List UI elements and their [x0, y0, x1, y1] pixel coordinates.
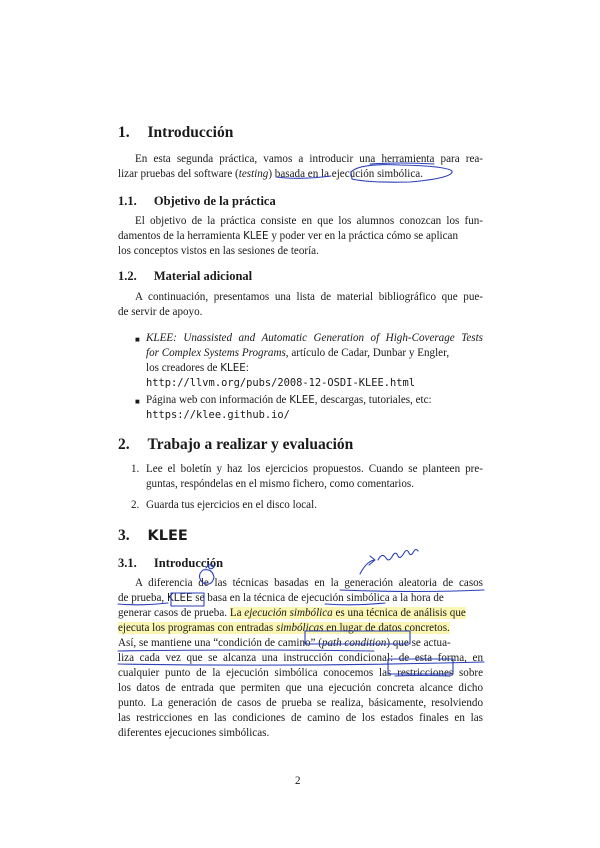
paragraph-line — [118, 621, 483, 636]
list-item — [146, 331, 483, 391]
paragraph-line: cualquier punto de la ejecución simbólica conocemos las restricciones sobre — [118, 667, 483, 679]
section-1-number: 1. — [118, 124, 130, 141]
italic-term: ejecución simbólica — [244, 607, 333, 619]
section-1-heading — [118, 124, 233, 142]
highlighted-text — [118, 622, 450, 634]
section-2-number: 2. — [118, 436, 130, 453]
enum-item — [146, 498, 317, 513]
highlighted-text — [230, 607, 466, 619]
bullet: ■ — [135, 397, 140, 406]
section-3-1-paragraph — [118, 576, 483, 741]
paragraph-line: El objetivo de la práctica consiste en que los alumnos conozcan los fun- — [135, 215, 483, 227]
paragraph-line: de servir de apoyo. — [118, 306, 203, 318]
text-span: y poder ver en la práctica cómo se aplican — [268, 230, 459, 242]
enum-number: 1. — [131, 463, 140, 475]
testing-italic: testing — [238, 168, 269, 180]
klee-paper-url[interactable]: http://llvm.org/pubs/2008-12-OSDI-KLEE.html — [146, 377, 415, 389]
text-span: ) basada en la ejecución simbólica. — [268, 168, 423, 180]
text-span: generar casos de prueba. — [118, 607, 230, 619]
paragraph-line — [118, 636, 483, 651]
klee-name: KLEE — [289, 394, 315, 406]
klee-name: KLEE — [243, 230, 269, 242]
section-2-title: Trabajo a realizar y evaluación — [147, 436, 354, 453]
italic-term: path condition — [321, 637, 387, 649]
section-1-2-heading — [118, 269, 252, 284]
section-1-2-title: Material adicional — [153, 269, 253, 283]
text-span: en lugar de datos concretos. — [323, 622, 450, 634]
section-2-heading — [118, 436, 353, 454]
enum-item-line: Guarda tus ejercicios en el disco local. — [146, 499, 317, 511]
enum-item-line: Lee el boletín y haz los ejercicios propuestos. Cuando se planteen pre- — [146, 463, 483, 475]
paragraph-line — [118, 606, 483, 621]
paragraph-line: A diferencia de las técnicas basadas en la generación aleatoria de casos — [135, 577, 483, 589]
section-3-1-heading — [118, 556, 223, 571]
enum-item — [146, 462, 483, 492]
text-span: La — [229, 607, 245, 619]
klee-website-url[interactable]: https://klee.github.io/ — [146, 409, 290, 421]
section-1-1-title: Objetivo de la práctica — [153, 194, 276, 208]
section-3-title: KLEE — [147, 528, 188, 544]
list-item-line — [146, 393, 483, 408]
text-span: Página web con información de — [146, 394, 290, 406]
text-span: ejecuta los programas con entradas — [118, 622, 277, 634]
ink-note — [378, 550, 418, 561]
section-3-heading — [118, 527, 188, 545]
section-1-1-number: 1.1. — [118, 194, 137, 208]
text-span: de prueba, — [118, 592, 167, 604]
section-1-1-paragraph — [118, 214, 483, 259]
text-span: lizar pruebas del software ( — [118, 168, 239, 180]
section-1-1-heading — [118, 194, 276, 209]
paragraph-line — [118, 591, 483, 606]
paper-title: KLEE: Unassisted and Automatic Generation of High-Coverage Tests — [146, 332, 483, 344]
list-item-line — [146, 361, 483, 376]
text-span: ) que se actua- — [386, 637, 451, 649]
italic-term: simbólicas — [276, 622, 324, 634]
section-1-2-number: 1.2. — [118, 269, 137, 283]
klee-name: KLEE — [220, 362, 246, 374]
text-span: damentos de la herramienta — [118, 230, 244, 242]
paragraph-line: los datos de entrada que permiten que una ejecución concreta alcance dicho — [118, 682, 483, 694]
section-1-title: Introducción — [147, 124, 234, 141]
section-3-1-number: 3.1. — [118, 556, 137, 570]
paragraph-line: A continuación, presentamos una lista de material bibliográfico que pue- — [135, 291, 483, 303]
paragraph-line: las restricciones en las condiciones de camino de los estados finales en las — [118, 712, 483, 724]
text-span: es una técnica de análisis que — [332, 607, 466, 619]
text-span: los creadores de — [146, 362, 221, 374]
paragraph-line: punto. La generación de casos de prueba se realiza, básicamente, resolviendo — [118, 697, 483, 709]
list-item-line — [146, 331, 483, 346]
paragraph-line: los conceptos vistos en las sesiones de teoría. — [118, 245, 319, 257]
text-span: : — [245, 362, 249, 374]
text-span: Así, se mantiene una “condición de camino” ( — [118, 637, 322, 649]
bullet: ■ — [135, 335, 140, 344]
section-1-paragraph — [118, 152, 483, 182]
ink-note-arrow — [360, 556, 375, 574]
text-span: se basa en la técnica de ejecución simbólica a la hora de — [192, 592, 444, 604]
list-item — [146, 393, 483, 423]
text-span: , descargas, tutoriales, etc: — [314, 394, 432, 406]
paragraph-line: En esta segunda práctica, vamos a introducir una herramienta para rea- — [135, 153, 483, 165]
paragraph-line: liza cada vez que se alcanza una instrucción condicional: de esta forma, en — [118, 652, 483, 664]
paper-title: for Complex Systems Programs — [146, 347, 286, 359]
page-number: 2 — [295, 775, 301, 787]
paragraph-line: diferentes ejecuciones simbólicas. — [118, 727, 270, 739]
enum-item-line: guntas, respóndelas en el mismo fichero, como comentarios. — [146, 478, 415, 490]
section-3-number: 3. — [118, 527, 130, 544]
paragraph-line — [118, 229, 483, 244]
section-3-1-title: Introducción — [153, 556, 224, 570]
list-item-line — [146, 346, 483, 361]
paragraph-line — [118, 167, 483, 182]
klee-name: KLEE — [166, 592, 193, 604]
text-span: , artículo de Cadar, Dunbar y Engler, — [285, 347, 450, 359]
section-1-2-paragraph — [118, 290, 483, 320]
enum-number: 2. — [131, 499, 140, 511]
